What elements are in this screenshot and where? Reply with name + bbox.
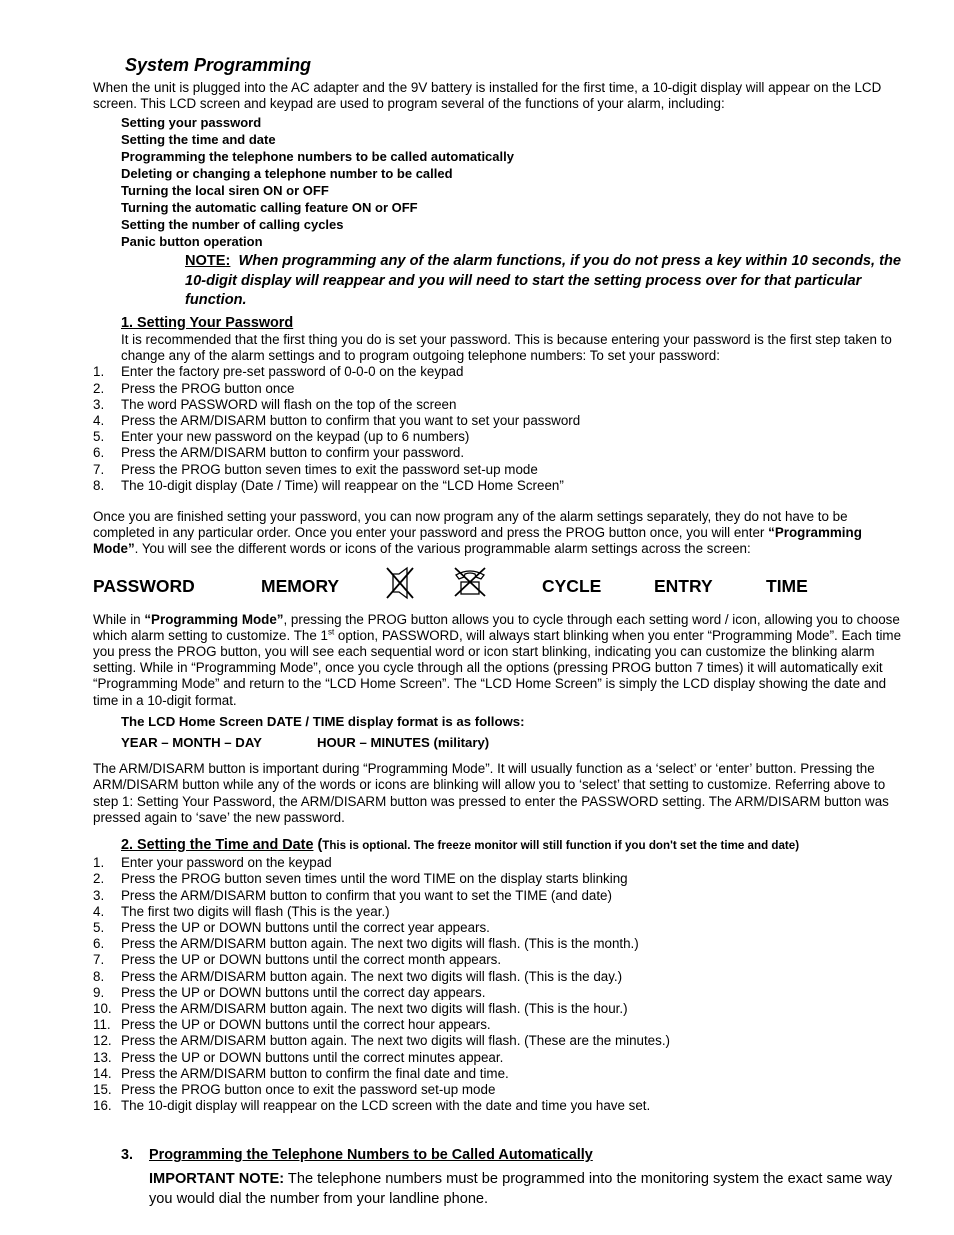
lcd-word-entry: ENTRY bbox=[654, 575, 713, 596]
format-date: YEAR – MONTH – DAY bbox=[121, 735, 262, 751]
list-item: Turning the local siren ON or OFF bbox=[121, 183, 329, 199]
list-item: 3. Press the ARM/DISARM button to confirm that you want to set the TIME (and date) bbox=[93, 887, 612, 903]
list-item: 8. Press the ARM/DISARM button again. The next two digits will flash. (This is the day.) bbox=[93, 968, 623, 984]
programming-mode-paragraph: While in “Programming Mode”, pressing the PROG button allows you to cycle through each setting word / icon, allowing you to choose which alarm setting to customize. The 1st option, PASSWORD, will always start blinking when you enter “Programming Mode”. Each time you press the PROG button, you will see each sequential word or icon start blinking, indicating you can customize the blinking alarm setting. While in “Programming Mode”, once you cycle through all the options (pressing PROG button 7 times) it will automatically exit “Programming Mode” and return to the “LCD Home Screen”. The “LCD Home Screen” is simply the LCD display showing the date and time in a 10-digit format. bbox=[93, 611, 902, 708]
list-item: 4. The first two digits will flash (This is the year.) bbox=[93, 903, 390, 919]
siren-off-icon bbox=[383, 566, 417, 602]
intro-paragraph: When the unit is plugged into the AC adapter and the 9V battery is installed for the first time, a 10-digit display will appear on the LCD screen. This LCD screen and keypad are used to program several of the functions of your alarm, including: bbox=[93, 80, 882, 112]
list-item: 14. Press the ARM/DISARM button to confirm the final date and time. bbox=[93, 1065, 509, 1081]
format-heading: The LCD Home Screen DATE / TIME display format is as follows: bbox=[121, 713, 525, 729]
section2-title: 2. Setting the Time and Date bbox=[121, 837, 314, 854]
after-password-paragraph: Once you are finished setting your password, you can now program any of the alarm settings separately, they do not have to be completed in any particular order. Once you enter your password and press the PROG button once, you will enter “Programming Mode”. You will see the different words or icons of the various programmable alarm settings across the screen: bbox=[93, 509, 862, 557]
list-item: Setting the number of calling cycles bbox=[121, 217, 344, 233]
list-item: 7. Press the PROG button seven times to exit the password set-up mode bbox=[93, 461, 538, 477]
format-row bbox=[121, 735, 905, 751]
list-item: 2. Press the PROG button once bbox=[93, 380, 295, 396]
list-item: 8. The 10-digit display (Date / Time) will reappear on the “LCD Home Screen” bbox=[93, 477, 564, 493]
document-page bbox=[93, 54, 905, 1209]
lcd-words-row bbox=[93, 564, 905, 608]
list-item: 5. Enter your new password on the keypad (up to 6 numbers) bbox=[93, 429, 470, 445]
list-item: 10. Press the ARM/DISARM button again. The next two digits will flash. (This is the hour.) bbox=[93, 1000, 628, 1016]
page-title: System Programming bbox=[125, 55, 312, 75]
arm-disarm-paragraph: The ARM/DISARM button is important during “Programming Mode”. It will usually function as a ‘select’ or ‘enter’ button. Pressing the ARM/DISARM button while any of the words or icons are blinking will allow you to ‘select’ that setting to customize. Referring above to step 1: Setting Your Password, the ARM/DISARM button was pressed to enter the PASSWORD setting. The ARM/DISARM button was pressed again to ‘save’ the new password. bbox=[93, 761, 889, 825]
list-item: 15. Press the PROG button once to exit the password set-up mode bbox=[93, 1081, 496, 1097]
list-item: Setting the time and date bbox=[121, 132, 276, 148]
functions-list bbox=[121, 114, 905, 250]
lcd-word-memory: MEMORY bbox=[261, 575, 340, 596]
section2-note: This is optional. The freeze monitor will still function if you don't set the time and date) bbox=[322, 839, 800, 853]
list-item: 2. Press the PROG button seven times until the word TIME on the display starts blinking bbox=[93, 871, 628, 887]
section3-title: Programming the Telephone Numbers to be Called Automatically bbox=[149, 1147, 593, 1164]
list-item: Deleting or changing a telephone number to be called bbox=[121, 166, 453, 182]
list-item: 1. Enter your password on the keypad bbox=[93, 855, 332, 871]
lcd-word-time: TIME bbox=[766, 575, 808, 596]
list-item: 4. Press the ARM/DISARM button to confirm that you want to set your password bbox=[93, 413, 581, 429]
list-item: Turning the automatic calling feature ON or OFF bbox=[121, 200, 418, 216]
section2-steps bbox=[93, 855, 905, 1114]
note-label: NOTE: bbox=[185, 253, 231, 270]
lcd-word-cycle: CYCLE bbox=[542, 575, 602, 596]
note-text: When programming any of the alarm functions, if you do not press a key within 10 seconds, the 10-digit display will reappear and you will need to start the setting process over for that particular function. bbox=[185, 253, 902, 308]
list-item: 3. The word PASSWORD will flash on the top of the screen bbox=[93, 396, 457, 412]
phone-off-icon bbox=[453, 566, 487, 600]
list-item: 1. Enter the factory pre-set password of 0-0-0 on the keypad bbox=[93, 364, 464, 380]
lcd-word-password: PASSWORD bbox=[93, 575, 195, 596]
section1-intro: It is recommended that the first thing you do is set your password. This is because entering your password is the first step taken to change any of the alarm settings and to program outgoing telephone numbers: To set your password: bbox=[121, 332, 892, 364]
list-item: Programming the telephone numbers to be called automatically bbox=[121, 149, 514, 165]
list-item: 11. Press the UP or DOWN buttons until the correct hour appears. bbox=[93, 1017, 491, 1033]
list-item: Panic button operation bbox=[121, 234, 263, 250]
list-item: 5. Press the UP or DOWN buttons until the correct year appears. bbox=[93, 919, 490, 935]
list-item: 7. Press the UP or DOWN buttons until the correct month appears. bbox=[93, 952, 502, 968]
important-note: IMPORTANT NOTE: The telephone numbers must be programmed into the monitoring system the exact same way you would dial the number from your landline phone. bbox=[149, 1171, 893, 1207]
list-item: 13. Press the UP or DOWN buttons until the correct minutes appear. bbox=[93, 1049, 504, 1065]
section1-steps bbox=[93, 364, 905, 494]
list-item: Setting your password bbox=[121, 115, 262, 131]
list-item: 12. Press the ARM/DISARM button again. The next two digits will flash. (These are the minutes.) bbox=[93, 1033, 671, 1049]
list-item: 6. Press the ARM/DISARM button again. The next two digits will flash. (This is the month.) bbox=[93, 936, 639, 952]
note-block bbox=[185, 252, 905, 310]
list-item: 6. Press the ARM/DISARM button to confirm your password. bbox=[93, 445, 465, 461]
list-item: 9. Press the UP or DOWN buttons until the correct day appears. bbox=[93, 984, 486, 1000]
section2-heading: 2. Setting the Time and Date (This is optional. The freeze monitor will still function if you don't set the time and date) bbox=[121, 837, 800, 854]
format-time: HOUR – MINUTES (military) bbox=[317, 735, 490, 751]
section3-heading: 3. Programming the Telephone Numbers to be Called Automatically bbox=[121, 1147, 593, 1164]
list-item: 16. The 10-digit display will reappear on the LCD screen with the date and time you have set. bbox=[93, 1098, 651, 1114]
section1-title: 1. Setting Your Password bbox=[121, 315, 294, 332]
